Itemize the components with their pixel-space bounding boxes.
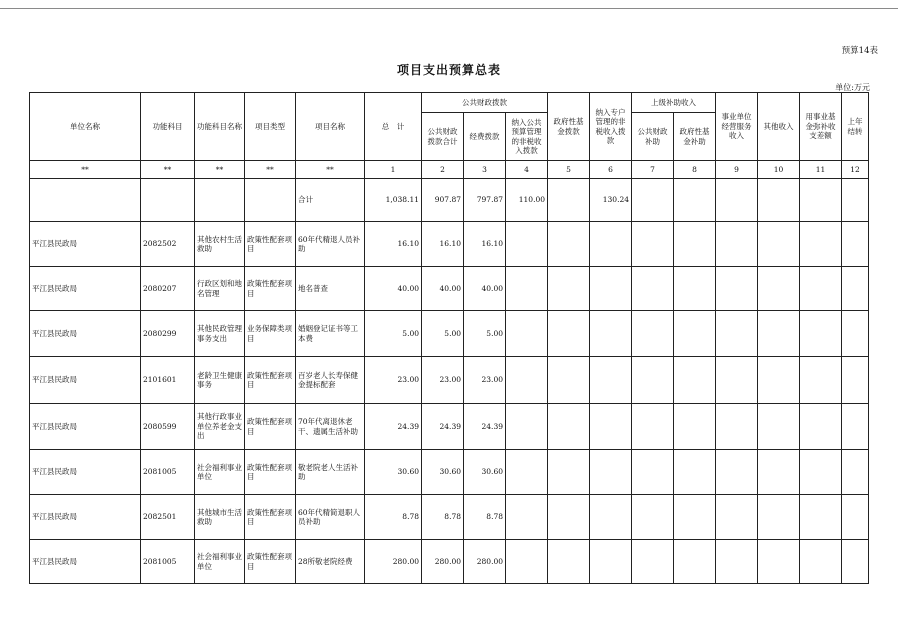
empty-cell bbox=[548, 222, 590, 267]
empty-cell bbox=[800, 267, 842, 311]
empty-cell bbox=[590, 450, 632, 495]
unit-label: 单位:万元 bbox=[835, 83, 870, 92]
pf-funding-cell: 5.00 bbox=[464, 311, 506, 357]
pf-funding-cell: 16.10 bbox=[464, 222, 506, 267]
project-type-cell: 政策性配套项目 bbox=[245, 495, 296, 540]
index-cell: 10 bbox=[758, 161, 800, 179]
index-cell: 12 bbox=[842, 161, 869, 179]
index-cell: 2 bbox=[422, 161, 464, 179]
index-row bbox=[30, 161, 869, 179]
unit-cell: 平江县民政局 bbox=[30, 311, 141, 357]
table-row bbox=[30, 222, 869, 267]
project-type-cell: 政策性配套项目 bbox=[245, 267, 296, 311]
empty-cell bbox=[548, 357, 590, 404]
empty-cell bbox=[674, 404, 716, 450]
empty-cell bbox=[842, 404, 869, 450]
empty-cell bbox=[674, 311, 716, 357]
table-row bbox=[30, 311, 869, 357]
empty-cell bbox=[632, 540, 674, 584]
project-name-cell: 28所敬老院经费 bbox=[296, 540, 365, 584]
index-cell: 8 bbox=[674, 161, 716, 179]
pf-subtotal-cell: 23.00 bbox=[422, 357, 464, 404]
pf-subtotal-cell: 40.00 bbox=[422, 267, 464, 311]
empty-cell bbox=[506, 222, 548, 267]
func-code-cell: 2081005 bbox=[141, 540, 195, 584]
empty-cell bbox=[548, 450, 590, 495]
header-other-income: 其他收入 bbox=[758, 93, 800, 161]
header-pf-funding: 经费拨款 bbox=[464, 113, 506, 161]
empty-cell bbox=[800, 540, 842, 584]
index-cell: 5 bbox=[548, 161, 590, 179]
empty-cell bbox=[800, 311, 842, 357]
index-cell: 7 bbox=[632, 161, 674, 179]
empty-cell bbox=[506, 267, 548, 311]
total-cell: 5.00 bbox=[365, 311, 422, 357]
project-type-cell: 业务保障类项目 bbox=[245, 311, 296, 357]
total-amount: 1,038.11 bbox=[365, 179, 422, 222]
table-row bbox=[30, 267, 869, 311]
empty-cell bbox=[800, 404, 842, 450]
pf-subtotal-cell: 24.39 bbox=[422, 404, 464, 450]
empty-cell bbox=[716, 404, 758, 450]
header-total: 总 计 bbox=[365, 93, 422, 161]
index-cell: ** bbox=[245, 161, 296, 179]
index-cell: ** bbox=[296, 161, 365, 179]
project-name-cell: 敬老院老人生活补助 bbox=[296, 450, 365, 495]
empty-cell bbox=[716, 357, 758, 404]
empty-cell bbox=[716, 495, 758, 540]
empty-cell bbox=[716, 222, 758, 267]
header-func-code: 功能科目 bbox=[141, 93, 195, 161]
empty-cell bbox=[506, 311, 548, 357]
table-row bbox=[30, 357, 869, 404]
unit-cell: 平江县民政局 bbox=[30, 450, 141, 495]
pf-funding-cell: 280.00 bbox=[464, 540, 506, 584]
empty-cell bbox=[548, 267, 590, 311]
header-public-fiscal: 公共财政拨款 bbox=[422, 93, 548, 113]
index-cell: 1 bbox=[365, 161, 422, 179]
func-code-cell: 2080207 bbox=[141, 267, 195, 311]
project-type-cell: 政策性配套项目 bbox=[245, 450, 296, 495]
empty-cell bbox=[590, 357, 632, 404]
total-cell: 30.60 bbox=[365, 450, 422, 495]
empty-cell bbox=[632, 357, 674, 404]
table-row bbox=[30, 495, 869, 540]
empty-cell bbox=[758, 495, 800, 540]
index-cell: ** bbox=[195, 161, 245, 179]
empty-cell bbox=[842, 222, 869, 267]
func-code-cell: 2081005 bbox=[141, 450, 195, 495]
top-border-line bbox=[0, 8, 898, 9]
empty-cell bbox=[758, 404, 800, 450]
empty-cell bbox=[506, 495, 548, 540]
empty-cell bbox=[548, 495, 590, 540]
func-name-cell: 其他行政事业单位养老金支出 bbox=[195, 404, 245, 450]
unit-cell: 平江县民政局 bbox=[30, 267, 141, 311]
total-cell: 40.00 bbox=[365, 267, 422, 311]
empty-cell bbox=[800, 222, 842, 267]
empty-cell bbox=[632, 267, 674, 311]
project-type-cell: 政策性配套项目 bbox=[245, 357, 296, 404]
total-cell: 280.00 bbox=[365, 540, 422, 584]
header-unit-name: 单位名称 bbox=[30, 93, 141, 161]
empty-cell bbox=[758, 357, 800, 404]
index-cell: ** bbox=[30, 161, 141, 179]
empty-cell bbox=[842, 357, 869, 404]
total-cell: 24.39 bbox=[365, 404, 422, 450]
index-cell: ** bbox=[141, 161, 195, 179]
project-name-cell: 地名普查 bbox=[296, 267, 365, 311]
empty-cell bbox=[716, 311, 758, 357]
func-code-cell: 2082501 bbox=[141, 495, 195, 540]
func-code-cell: 2082502 bbox=[141, 222, 195, 267]
empty-cell bbox=[674, 357, 716, 404]
empty-cell bbox=[632, 450, 674, 495]
empty-cell bbox=[842, 450, 869, 495]
empty-cell bbox=[590, 222, 632, 267]
empty-cell bbox=[590, 404, 632, 450]
func-name-cell: 行政区划和地名管理 bbox=[195, 267, 245, 311]
total-cell: 23.00 bbox=[365, 357, 422, 404]
func-code-cell: 2080599 bbox=[141, 404, 195, 450]
empty-cell bbox=[674, 495, 716, 540]
header-fund-offset: 用事业基金弥补收支差额 bbox=[800, 93, 842, 161]
header-gov-fund: 政府性基金拨款 bbox=[548, 93, 590, 161]
index-cell: 9 bbox=[716, 161, 758, 179]
header-sup-gov-fund: 政府性基金补助 bbox=[674, 113, 716, 161]
pf-subtotal-cell: 5.00 bbox=[422, 311, 464, 357]
index-cell: 11 bbox=[800, 161, 842, 179]
func-code-cell: 2101601 bbox=[141, 357, 195, 404]
header-project-name: 项目名称 bbox=[296, 93, 365, 161]
pf-funding-cell: 8.78 bbox=[464, 495, 506, 540]
total-row bbox=[30, 179, 869, 222]
unit-cell: 平江县民政局 bbox=[30, 540, 141, 584]
budget-table bbox=[29, 92, 869, 584]
empty-cell bbox=[674, 267, 716, 311]
pf-funding-cell: 24.39 bbox=[464, 404, 506, 450]
project-type-cell: 政策性配套项目 bbox=[245, 222, 296, 267]
func-name-cell: 其他民政管理事务支出 bbox=[195, 311, 245, 357]
empty-cell bbox=[506, 540, 548, 584]
empty-cell bbox=[632, 222, 674, 267]
header-pf-nontax: 纳入公共预算管理的非税收入拨款 bbox=[506, 113, 548, 161]
total-pf-subtotal: 907.87 bbox=[422, 179, 464, 222]
pf-subtotal-cell: 8.78 bbox=[422, 495, 464, 540]
empty-cell bbox=[590, 495, 632, 540]
project-name-cell: 百岁老人长寿保健金提标配套 bbox=[296, 357, 365, 404]
project-type-cell: 政策性配套项目 bbox=[245, 404, 296, 450]
empty-cell bbox=[758, 450, 800, 495]
empty-cell bbox=[590, 267, 632, 311]
func-name-cell: 其他城市生活救助 bbox=[195, 495, 245, 540]
unit-cell: 平江县民政局 bbox=[30, 404, 141, 450]
total-label: 合计 bbox=[296, 179, 365, 222]
project-name-cell: 60年代精退人员补助 bbox=[296, 222, 365, 267]
pf-funding-cell: 30.60 bbox=[464, 450, 506, 495]
func-name-cell: 社会福利事业单位 bbox=[195, 540, 245, 584]
func-name-cell: 其他农村生活救助 bbox=[195, 222, 245, 267]
index-cell: 6 bbox=[590, 161, 632, 179]
page-title: 项目支出预算总表 bbox=[396, 63, 501, 77]
func-name-cell: 老龄卫生健康事务 bbox=[195, 357, 245, 404]
empty-cell bbox=[758, 540, 800, 584]
func-name-cell: 社会福利事业单位 bbox=[195, 450, 245, 495]
header-pf-subtotal: 公共财政拨款合计 bbox=[422, 113, 464, 161]
table-row bbox=[30, 540, 869, 584]
header-sup-public: 公共财政补助 bbox=[632, 113, 674, 161]
pf-funding-cell: 40.00 bbox=[464, 267, 506, 311]
pf-subtotal-cell: 16.10 bbox=[422, 222, 464, 267]
project-type-cell: 政策性配套项目 bbox=[245, 540, 296, 584]
total-cell: 8.78 bbox=[365, 495, 422, 540]
pf-subtotal-cell: 30.60 bbox=[422, 450, 464, 495]
empty-cell bbox=[548, 404, 590, 450]
header-business-income: 事业单位经营服务收入 bbox=[716, 93, 758, 161]
empty-cell bbox=[716, 267, 758, 311]
total-pf-funding: 797.87 bbox=[464, 179, 506, 222]
empty-cell bbox=[842, 311, 869, 357]
empty-cell bbox=[506, 357, 548, 404]
empty-cell bbox=[632, 495, 674, 540]
table-row bbox=[30, 450, 869, 495]
empty-cell bbox=[506, 404, 548, 450]
table-row bbox=[30, 404, 869, 450]
empty-cell bbox=[674, 540, 716, 584]
empty-cell bbox=[632, 404, 674, 450]
total-special-nontax: 130.24 bbox=[590, 179, 632, 222]
empty-cell bbox=[758, 222, 800, 267]
empty-cell bbox=[716, 540, 758, 584]
empty-cell bbox=[800, 357, 842, 404]
empty-cell bbox=[548, 311, 590, 357]
project-name-cell: 婚姻登记证书等工本费 bbox=[296, 311, 365, 357]
empty-cell bbox=[590, 540, 632, 584]
func-code-cell: 2080299 bbox=[141, 311, 195, 357]
pf-subtotal-cell: 280.00 bbox=[422, 540, 464, 584]
project-name-cell: 60年代精简退职人员补助 bbox=[296, 495, 365, 540]
empty-cell bbox=[800, 450, 842, 495]
empty-cell bbox=[800, 495, 842, 540]
empty-cell bbox=[590, 311, 632, 357]
header-project-type: 项目类型 bbox=[245, 93, 296, 161]
unit-cell: 平江县民政局 bbox=[30, 357, 141, 404]
header-superior-subsidy: 上级补助收入 bbox=[632, 93, 716, 113]
empty-cell bbox=[548, 540, 590, 584]
empty-cell bbox=[842, 495, 869, 540]
empty-cell bbox=[842, 267, 869, 311]
unit-cell: 平江县民政局 bbox=[30, 222, 141, 267]
pf-funding-cell: 23.00 bbox=[464, 357, 506, 404]
header-carryover: 上年结转 bbox=[842, 93, 869, 161]
empty-cell bbox=[758, 267, 800, 311]
empty-cell bbox=[632, 311, 674, 357]
empty-cell bbox=[674, 450, 716, 495]
unit-cell: 平江县民政局 bbox=[30, 495, 141, 540]
empty-cell bbox=[842, 540, 869, 584]
index-cell: 3 bbox=[464, 161, 506, 179]
empty-cell bbox=[758, 311, 800, 357]
index-cell: 4 bbox=[506, 161, 548, 179]
empty-cell bbox=[674, 222, 716, 267]
empty-cell bbox=[716, 450, 758, 495]
empty-cell bbox=[506, 450, 548, 495]
total-pf-nontax: 110.00 bbox=[506, 179, 548, 222]
header-special-nontax: 纳入专户管理的非税收入拨款 bbox=[590, 93, 632, 161]
total-cell: 16.10 bbox=[365, 222, 422, 267]
project-name-cell: 70年代离退休老干、遗属生活补助 bbox=[296, 404, 365, 450]
table-number: 预算14表 bbox=[841, 46, 878, 56]
header-func-name: 功能科目名称 bbox=[195, 93, 245, 161]
